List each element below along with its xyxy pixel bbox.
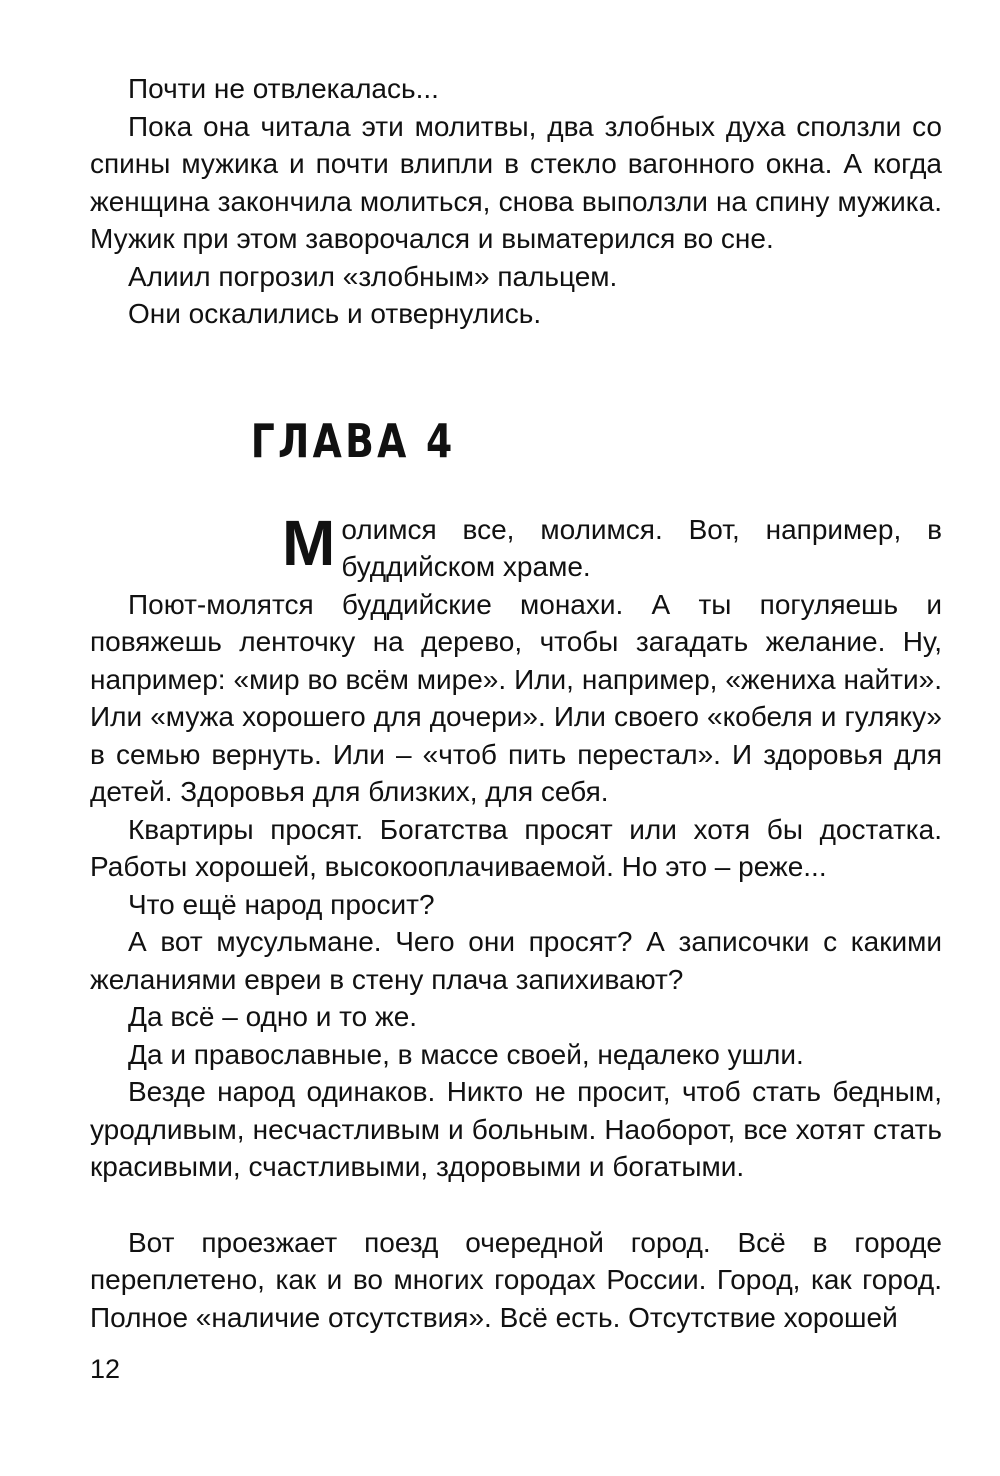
previous-chapter-ending [90,70,942,333]
paragraph: Они оскалились и отвернулись. [128,298,542,329]
paragraph: А вот мусульмане. Чего они просят? А записочки с какими желаниями евреи в стену плача запихивают? [90,926,942,995]
page-number: 12 [90,1354,121,1384]
lead-text: олимся все, молимся. Вот, например, в буддийском храме. [341,513,942,582]
chapter-title: ГЛАВА 4 [250,413,456,468]
paragraph: Вот проезжает поезд очередной город. Всё в городе переплетено, как и во многих городах России. Город, как город. Полное «наличие отсутствия». Всё есть. Отсутствие хорошей [90,1226,942,1333]
paragraph: Да всё – одно и то же. [128,1001,418,1032]
book-page [90,70,942,1336]
paragraph: Квартиры просят. Богатства просят или хотя бы достатка. Работы хорошей, высокооплачиваемой. Но это – реже... [90,813,942,882]
paragraph: Что ещё народ просит? [128,888,435,920]
paragraph: Везде народ одинаков. Никто не просит, чтоб стать бедным, уродливым, несчастливым и больным. Наоборот, все хотят стать красивыми, счастливыми, здоровыми и богатыми. [90,1076,942,1182]
chapter-lead-paragraph [282,506,942,586]
paragraph: Да и православные, в массе своей, недалеко ушли. [128,1038,804,1070]
drop-cap: М [282,506,336,579]
section-break [90,1186,942,1224]
paragraph: Пока она читала эти молитвы, два злобных духа сползли со спины мужика и почти влипли в стекло вагонного окна. А когда женщина закончила молиться, снова выползли на спину мужика. Мужик при этом заворочался и выматерился во сне. [90,110,942,254]
paragraph: Алиил погрозил «злобным» пальцем. [128,260,618,292]
paragraph: Почти не отвлекалась... [128,73,439,104]
chapter-body [90,506,942,1337]
paragraph: Поют-молятся буддийские монахи. А ты погуляешь и повяжешь ленточку на дерево, чтобы загадать желание. Ну, например: «мир во всём мире». Или, например, «жениха найти». Или «мужа хорошего для дочери». Или своего «кобеля и гуляку» в семью вернуть. Или – «чтоб пить перестал». И здоровья для детей. Здоровья для близких, для себя. [90,588,942,807]
